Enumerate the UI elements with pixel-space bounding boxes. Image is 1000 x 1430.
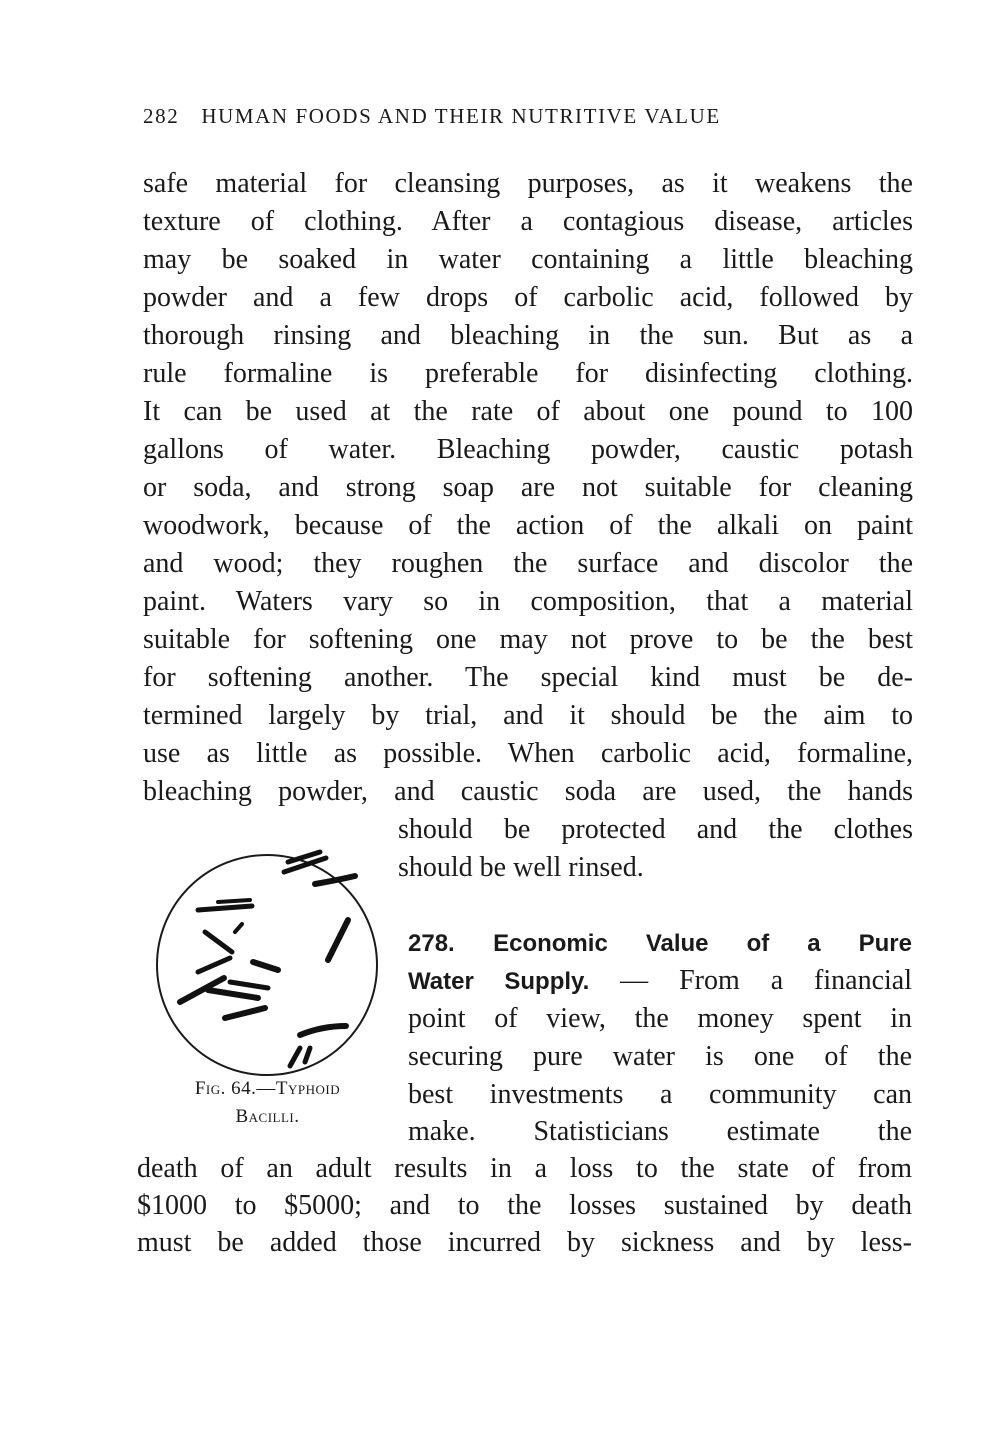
bacillus bbox=[253, 962, 278, 970]
bacillus bbox=[328, 920, 348, 960]
bacillus bbox=[218, 900, 250, 902]
section-number: 278. bbox=[408, 930, 455, 957]
figure-caption-line: Fig. 64.—Typhoid bbox=[194, 1078, 341, 1099]
body-line: make. Statisticians estimate the bbox=[408, 1116, 912, 1147]
body-line: powder and a few drops of carbolic acid, followed by bbox=[143, 282, 913, 313]
body-line: $1000 to $5000; and to the losses sustained by death bbox=[137, 1190, 912, 1221]
body-line: or soda, and strong soap are not suitable for cleaning bbox=[143, 472, 913, 503]
body-line: termined largely by trial, and it should be the aim to bbox=[143, 700, 913, 731]
bacillus bbox=[208, 990, 258, 998]
figure-typhoid-bacilli bbox=[150, 840, 385, 1080]
body-line: bleaching powder, and caustic soda are used, the hands bbox=[143, 776, 913, 807]
bacillus bbox=[235, 924, 242, 932]
body-line: and wood; they roughen the surface and discolor the bbox=[143, 548, 913, 579]
section-text: — From a financial bbox=[589, 965, 912, 996]
bacillus bbox=[300, 1026, 346, 1035]
body-line: for softening another. The special kind must be de- bbox=[143, 662, 913, 693]
bacillus bbox=[305, 1048, 310, 1062]
section-heading-line bbox=[408, 962, 912, 1000]
running-header bbox=[143, 104, 913, 134]
section-title-cont: Water Supply. bbox=[408, 968, 590, 995]
bacillus bbox=[205, 932, 232, 952]
figure-caption bbox=[145, 1075, 390, 1131]
body-line: may be soaked in water containing a little bleaching bbox=[143, 244, 913, 275]
body-line: safe material for cleansing purposes, as it weakens the bbox=[143, 168, 913, 199]
body-line: thorough rinsing and bleaching in the sun. But as a bbox=[143, 320, 913, 351]
section-title: Economic Value of a Pure bbox=[493, 930, 912, 957]
body-line: point of view, the money spent in bbox=[408, 1003, 912, 1034]
bacillus bbox=[230, 982, 268, 988]
figure-caption-line: Bacilli. bbox=[235, 1106, 300, 1127]
body-line: use as little as possible. When carbolic acid, formaline, bbox=[143, 738, 913, 769]
bacillus bbox=[225, 1008, 265, 1018]
body-line: It can be used at the rate of about one pound to 100 bbox=[143, 396, 913, 427]
body-line: woodwork, because of the action of the alkali on paint bbox=[143, 510, 913, 541]
microscope-field-illustration bbox=[150, 840, 385, 1080]
bacilli-group bbox=[180, 852, 355, 1066]
body-line: securing pure water is one of the bbox=[408, 1041, 912, 1072]
running-title: HUMAN FOODS AND THEIR NUTRITIVE VALUE bbox=[201, 104, 721, 128]
bacillus bbox=[198, 958, 230, 972]
body-line: texture of clothing. After a contagious disease, articles bbox=[143, 206, 913, 237]
body-line: paint. Waters vary so in composition, that a material bbox=[143, 586, 913, 617]
body-line: should be well rinsed. bbox=[398, 852, 644, 883]
body-line: rule formaline is preferable for disinfecting clothing. bbox=[143, 358, 913, 389]
body-line: must be added those incurred by sickness and by less- bbox=[137, 1227, 912, 1258]
body-line: death of an adult results in a loss to the state of from bbox=[137, 1153, 912, 1184]
body-line: suitable for softening one may not prove to be the best bbox=[143, 624, 913, 655]
page-number: 282 bbox=[143, 104, 180, 128]
bacillus bbox=[198, 906, 252, 910]
body-line: gallons of water. Bleaching powder, caustic potash bbox=[143, 434, 913, 465]
bacillus bbox=[290, 1048, 300, 1066]
body-line: best investments a community can bbox=[408, 1079, 912, 1110]
section-heading-line bbox=[408, 924, 912, 962]
bacillus bbox=[315, 876, 355, 884]
body-line: should be protected and the clothes bbox=[398, 814, 913, 845]
